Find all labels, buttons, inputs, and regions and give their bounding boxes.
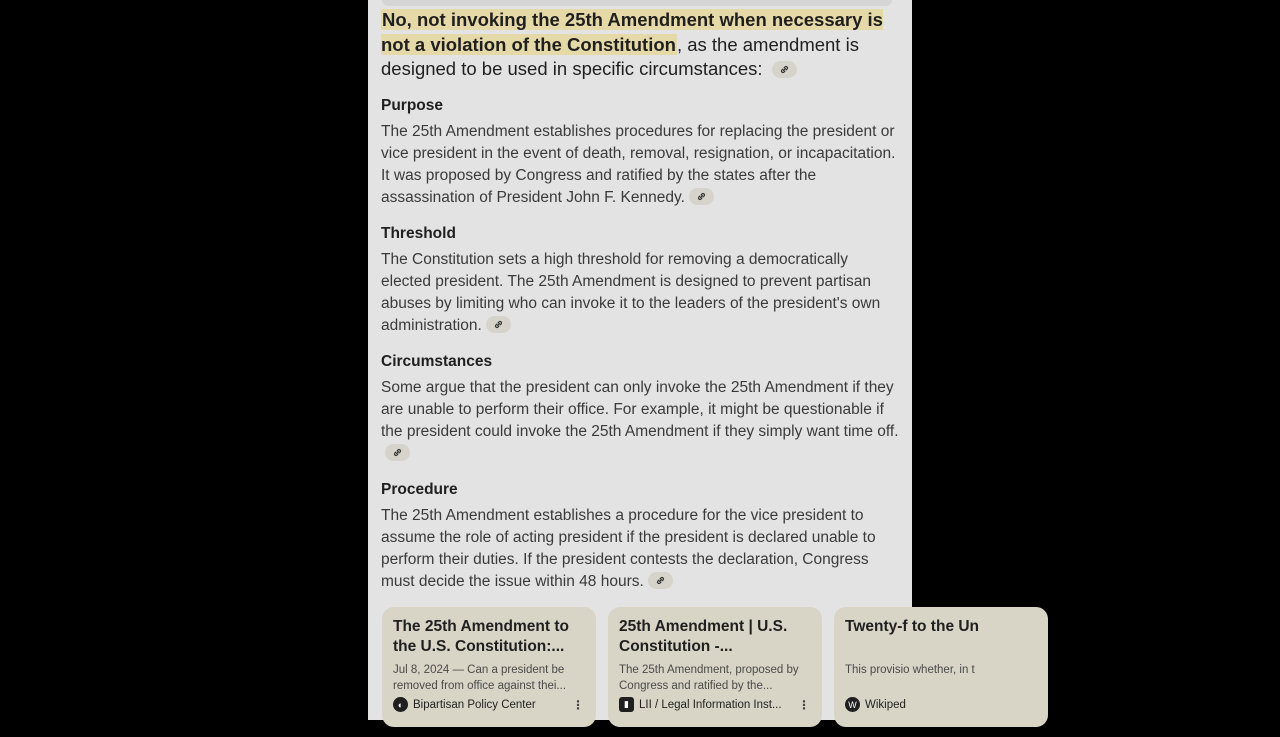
- card-snippet: This provisio whether, in t: [845, 664, 975, 676]
- section-procedure: [381, 479, 899, 593]
- card-title: 25th Amendment | U.S. Constitution -...: [619, 618, 788, 655]
- section-title: Circumstances: [381, 352, 493, 370]
- section-title: Purpose: [381, 96, 444, 114]
- source-name: Wikiped: [865, 698, 906, 711]
- source-name: Bipartisan Policy Center: [413, 698, 536, 711]
- section-title: Threshold: [381, 224, 456, 242]
- card-snippet: The 25th Amendment, proposed by Congress and ratified by the...: [619, 664, 799, 692]
- section-body: Some argue that the president can only invoke the 25th Amendment if they are unable to perform their office. For example, it might be questionable if the president could invoke the 25th Amendment if they simply want time off.: [381, 377, 899, 465]
- link-icon[interactable]: [689, 188, 714, 205]
- section-purpose: [381, 95, 899, 209]
- lead-paragraph: [381, 8, 899, 82]
- bpc-logo-icon: ◐: [393, 697, 408, 712]
- section-body: The 25th Amendment establishes a procedure for the vice president to assume the role of acting president if the president is declared unable to perform their duties. If the president contests the declaration, Congress must decide the issue within 48 hours.: [381, 506, 876, 590]
- phone-screen: [368, 0, 980, 720]
- section-title: Procedure: [381, 480, 458, 498]
- source-name: LII / Legal Information Inst...: [639, 698, 782, 711]
- ai-overview-content: [381, 8, 899, 593]
- link-icon[interactable]: [648, 572, 673, 589]
- section-circumstances: [381, 351, 899, 465]
- card-source: [845, 697, 1037, 712]
- more-options-icon[interactable]: ⋮: [798, 697, 810, 712]
- source-card[interactable]: [382, 607, 596, 727]
- lead-rest: , as the amendment is designed to be used in specific circumstances:: [381, 33, 859, 79]
- wikipedia-logo-icon: W: [845, 697, 860, 712]
- card-title: Twenty-f to the Un: [845, 618, 980, 635]
- highlighted-answer: No, not invoking the 25th Amendment when necessary is not a violation of the Constitution: [381, 9, 883, 55]
- link-icon[interactable]: [772, 61, 797, 78]
- card-snippet: Jul 8, 2024 — Can a president be removed from office against thei...: [393, 664, 567, 692]
- section-body: The 25th Amendment establishes procedures for replacing the president or vice president in the event of death, removal, resignation, or incapacitation. It was proposed by Congress and ratified by the states after the assassination of President John F. Kennedy.: [381, 122, 896, 206]
- link-icon[interactable]: [486, 316, 511, 333]
- source-card[interactable]: [608, 607, 822, 727]
- source-cards: [382, 607, 980, 737]
- top-bar: [382, 0, 892, 6]
- more-options-icon[interactable]: ⋮: [572, 697, 584, 712]
- lii-logo-icon: ▮: [619, 697, 634, 712]
- card-source: [619, 697, 811, 712]
- section-body: The Constitution sets a high threshold for removing a democratically elected president. The 25th Amendment is designed to prevent partisan abuses by limiting who can invoke it to the leaders of the president's own administration.: [381, 250, 881, 334]
- card-title: The 25th Amendment to the U.S. Constitution:...: [393, 618, 569, 655]
- link-icon[interactable]: [385, 444, 410, 461]
- source-card[interactable]: [834, 607, 1048, 727]
- card-source: [393, 697, 585, 712]
- section-threshold: [381, 223, 899, 337]
